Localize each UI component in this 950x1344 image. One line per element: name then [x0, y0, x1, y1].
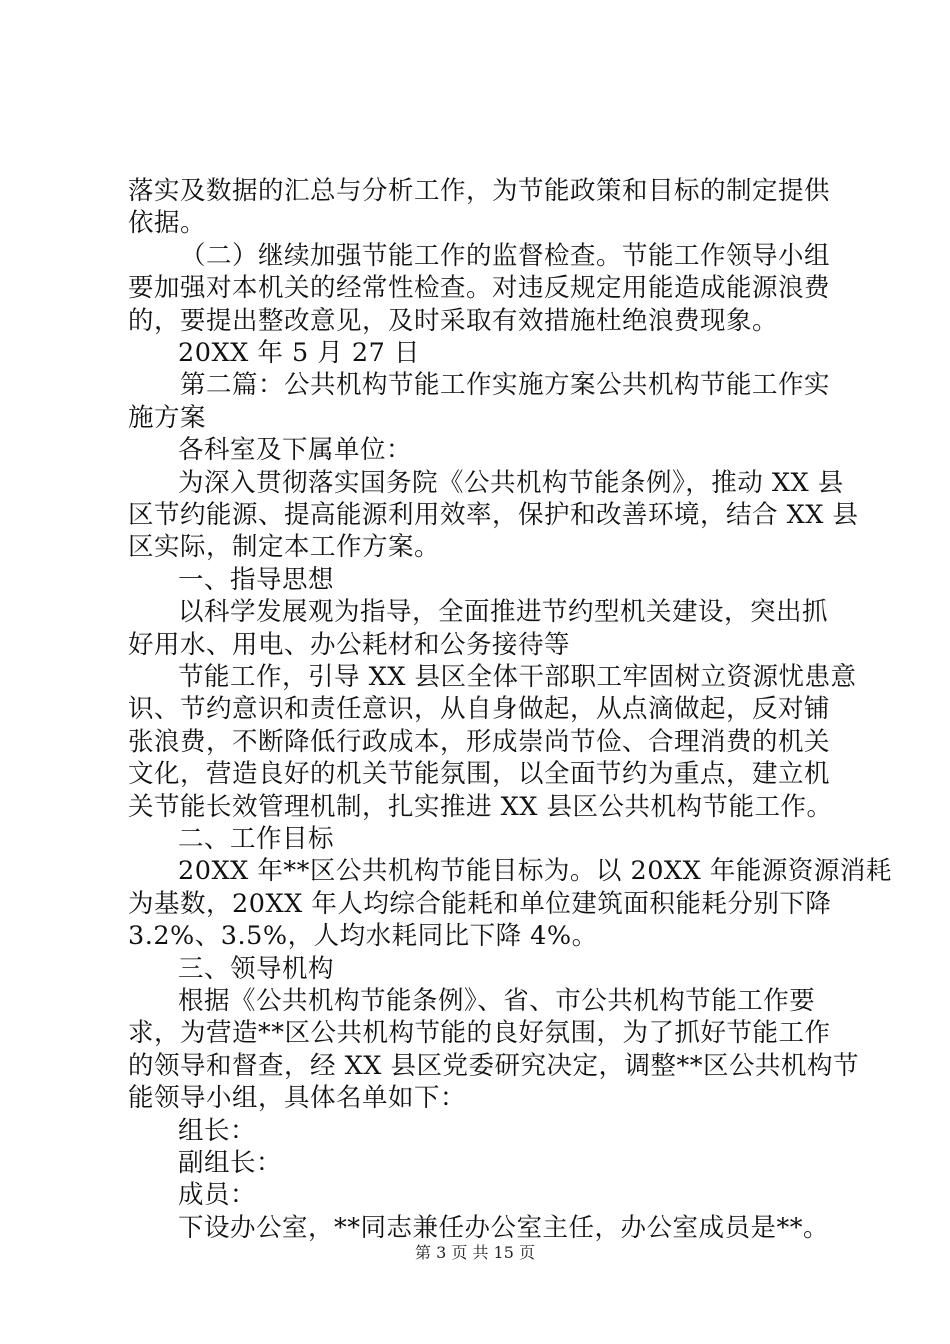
text-line: 的领导和督查，经 XX 县区党委研究决定，调整**区公共机构节 — [128, 1051, 860, 1081]
text-line: 为基数，20XX 年人均综合能耗和单位建筑面积能耗分别下降 — [128, 889, 832, 919]
text-line: 求，为营造**区公共机构节能的良好氛围，为了抓好节能工作 — [128, 1018, 831, 1048]
text-line: 张浪费，不断降低行政成本，形成崇尚节俭、合理消费的机关 — [128, 727, 831, 757]
text-line: 依据。 — [128, 208, 207, 238]
role-deputy-leader: 副组长： — [178, 1148, 283, 1178]
text-line: 落实及数据的汇总与分析工作，为节能政策和目标的制定提供 — [128, 176, 831, 206]
text-line: 区节约能源、提高能源利用效率，保护和改善环境，结合 XX 县 — [128, 500, 859, 530]
text-line: 要加强对本机关的经常性检查。对违反规定用能造成能源浪费 — [128, 273, 831, 303]
text-line: 好用水、用电、办公耗材和公务接待等 — [128, 630, 571, 660]
text-line: 下设办公室，**同志兼任办公室主任，办公室成员是**。 — [178, 1213, 830, 1243]
text-line: （二）继续加强节能工作的监督检查。节能工作领导小组 — [180, 241, 831, 271]
text-line: 关节能长效管理机制，扎实推进 XX 县区公共机构节能工作。 — [128, 792, 833, 822]
text-line: 的，要提出整改意见，及时采取有效措施杜绝浪费现象。 — [128, 306, 779, 336]
heading-leadership: 三、领导机构 — [178, 954, 335, 984]
text-line: 识、节约意识和责任意识，从自身做起，从点滴做起，反对铺 — [128, 694, 831, 724]
text-line: 文化，营造良好的机关节能氛围，以全面节约为重点，建立机 — [128, 759, 831, 789]
heading-work-goals: 二、工作目标 — [178, 824, 335, 854]
text-line: 区实际，制定本工作方案。 — [128, 532, 441, 562]
date-line: 20XX 年 5 月 27 日 — [178, 338, 420, 368]
text-line: 为深入贯彻落实国务院《公共机构节能条例》，推动 XX 县 — [178, 468, 844, 498]
page-number-footer: 第 3 页 共 15 页 — [415, 1243, 535, 1262]
text-line: 施方案 — [128, 403, 207, 433]
salutation: 各科室及下属单位： — [178, 435, 413, 465]
heading-guiding-thought: 一、指导思想 — [178, 565, 335, 595]
text-line: 能领导小组，具体名单如下： — [128, 1083, 467, 1113]
text-line: 20XX 年**区公共机构节能目标为。以 20XX 年能源资源消耗 — [178, 856, 892, 886]
text-line: 3.2%、3.5%，人均水耗同比下降 4%。 — [128, 921, 598, 951]
section-heading: 第二篇：公共机构节能工作实施方案公共机构节能工作实 — [180, 370, 831, 400]
role-leader: 组长： — [178, 1116, 257, 1146]
text-line: 根据《公共机构节能条例》、省、市公共机构节能工作要 — [178, 986, 816, 1016]
role-members: 成员： — [178, 1180, 257, 1210]
text-line: 节能工作，引导 XX 县区全体干部职工牢固树立资源忧患意 — [178, 662, 857, 692]
text-line: 以科学发展观为指导，全面推进节约型机关建设，突出抓 — [178, 597, 829, 627]
